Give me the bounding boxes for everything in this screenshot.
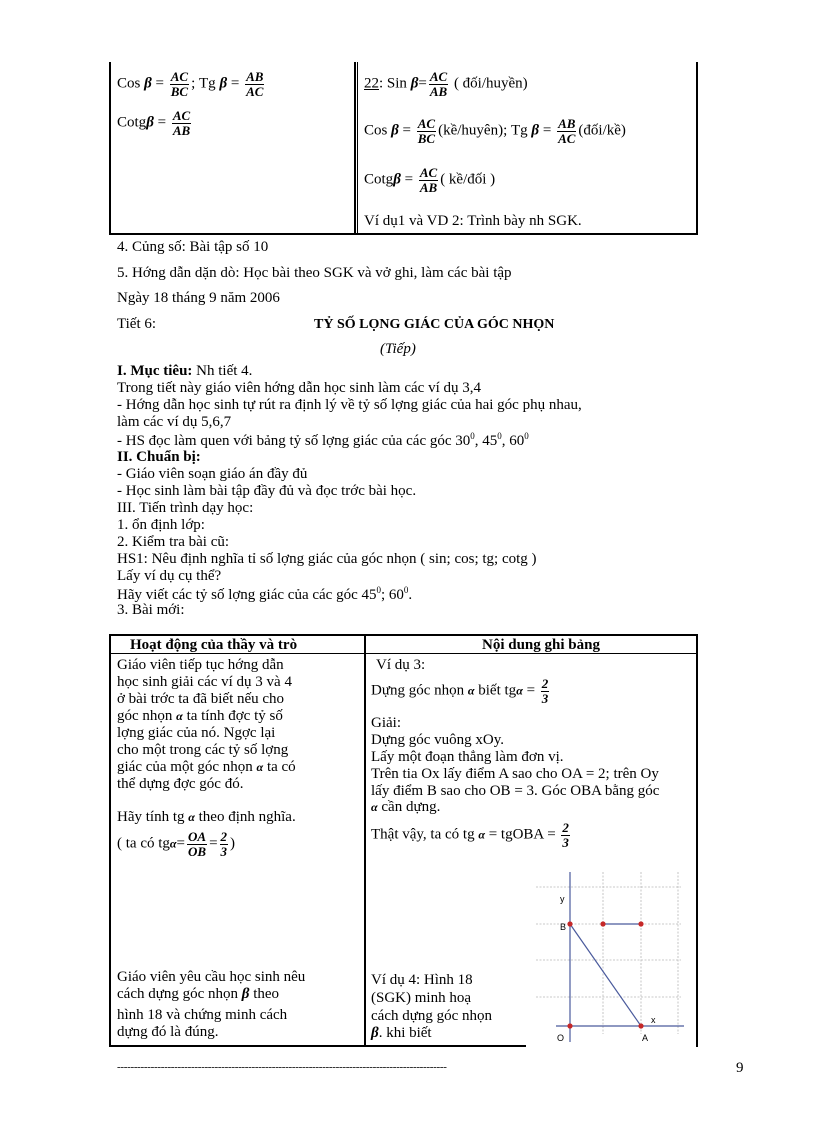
left-text: học sinh giải các ví dụ 3 và 4 [117,674,292,690]
right-example-note: Ví dụ1 và VD 2: Trình bày nh SGK. [364,213,582,229]
chuan-bi-heading: II. Chuẩn bị: [117,449,201,465]
left-text: Hãy tính tg α theo định nghĩa. [117,809,296,825]
text-line: Trong tiết này giáo viên hớng dẫn học sinh làm các ví dụ 3,4 [117,380,481,396]
head-right: Nội dung ghi bảng [482,637,600,653]
muc-tieu: I. Mục tiêu: Nh tiết 4. [117,363,253,379]
text-line: - Giáo viên soạn giáo án đầy đủ [117,466,308,482]
left-cos-tg-formula: Cos β = $\frac{AC}{BC}$ ; Tg β = $\frac{AB}{AC}$ [117,69,264,99]
text-line: 2. Kiểm tra bài cũ: [117,534,230,550]
label-o: O [557,1033,565,1043]
left-text: thể dựng đợc góc đó. [117,776,244,792]
right-text: Trên tia Ox lấy điểm A sao cho OA = 2; trên Oy [371,766,659,782]
point-a [638,1023,643,1028]
left-text: hình 18 và chứng minh cách [117,1007,288,1023]
right-text: Dựng góc vuông xOy. [371,732,504,748]
point-b [567,921,572,926]
table-border [109,62,111,234]
lesson-subtitle: (Tiếp) [380,341,416,357]
right-text: lấy điểm B sao cho OB = 3. Góc OBA bằng góc [371,783,660,799]
text-line: III. Tiến trình dạy học: [117,500,254,516]
text-line: - HS đọc làm quen với bảng tỷ số lợng giác của các góc $30^0$, $45^0$, $60^0$ [117,431,529,449]
text-line: Lấy ví dụ cụ thể? [117,568,222,584]
right-sin-formula: 22: Sin β= $\frac{AC}{AB}$ ( đối/huyền) [364,69,528,99]
table-border [696,634,698,1046]
table-border [109,634,698,636]
left-text: lợng giác của nó. Ngợc lại [117,725,276,741]
text-line: 3. Bài mới: [117,602,185,618]
lesson-title: TỶ SỐ LỌNG GIÁC CỦA GÓC NHỌN [314,317,555,332]
left-text: Giáo viên yêu cầu học sinh nêu [117,969,306,985]
lesson-number: Tiết 6: [117,316,157,332]
right-formula: Dựng góc nhọn α biết tgα = $\frac{2}{3}$ [371,676,549,706]
right-text: α cần dựng. [371,799,441,815]
label-x: x [651,1015,656,1025]
right-cos-tg-formula: Cos β = $\frac{AC}{BC}$ (kề/huyên); Tg β = $\frac{AB}{AC}$ (đối/kề) [364,116,626,146]
left-text: ở bài trớc ta đã biết nếu cho [117,691,285,707]
label-b: B [560,922,567,932]
footer-dashes: -------------------------------------------------------------------------------------------------- [117,1061,447,1073]
point-unit-end [638,921,643,926]
right-formula: Thật vậy, ta có tg α = tgOBA = $\frac{2}{3}$ [371,820,569,850]
left-cotg-formula: Cotgβ = $\frac{AC}{AB}$ [117,108,191,138]
text-line: làm các ví dụ 5,6,7 [117,414,232,430]
label-a: A [642,1033,649,1043]
text-line: - Hớng dẫn học sinh tự rút ra định lý về tỷ số lợng giác của hai góc phụ nhau, [117,397,582,413]
left-text: cách dựng góc nhọn β theo [117,986,280,1002]
left-text: góc nhọn α ta tính đợc tỷ số [117,708,283,724]
page-number: 9 [736,1060,744,1076]
right-text: β. khi biết [371,1025,432,1041]
right-cotg-formula: Cotgβ = $\frac{AC}{AB}$ ( kề/đối ) [364,165,496,195]
text-line: 1. ổn định lớp: [117,517,205,533]
table-border [696,62,698,234]
table-border [109,653,698,654]
label-y: y [560,894,565,904]
table-border [109,634,111,1046]
right-text: (SGK) minh hoạ [371,990,471,1006]
date-line: Ngày 18 tháng 9 năm 2006 [117,290,280,306]
right-text: Lấy một đoạn thẳng làm đơn vị. [371,749,564,765]
head-left: Hoạt động của thầy và trò [130,637,298,653]
table-border [354,62,356,234]
cung-co: 4. Củng số: Bài tập số 10 [117,239,269,255]
huong-dan: 5. Hớng dẫn dặn dò: Học bài theo SGK và vở ghi, làm các bài tập [117,265,512,281]
figure-18 [526,862,696,1054]
text-line: HS1: Nêu định nghĩa tỉ số lợng giác của góc nhọn ( sin; cos; tg; cotg ) [117,551,537,567]
left-text: giác của một góc nhọn α ta có [117,759,296,775]
table-border [364,634,366,1046]
right-text: Ví dụ 3: [376,657,426,673]
left-text: dựng đó là đúng. [117,1024,219,1040]
left-text: Giáo viên tiếp tục hớng dẫn [117,657,284,673]
text-line: Hãy viết các tỷ số lợng giác của các góc $45^0$; $60^0$. [117,585,413,603]
table-border [109,233,698,235]
left-text: cho một trong các tỷ số lợng [117,742,289,758]
right-text: Giải: [371,715,401,731]
point-o [567,1023,572,1028]
table-border [357,62,358,234]
text-line: - Học sinh làm bài tập đầy đủ và đọc trớc bài học. [117,483,417,499]
right-text: Ví dụ 4: Hình 18 [371,972,473,988]
left-formula: ( ta có tgα= $\frac{OA}{OB}$ = $\frac{2}{3}$ ) [117,829,236,859]
point-unit-start [600,921,605,926]
right-text: cách dựng góc nhọn [371,1008,493,1024]
